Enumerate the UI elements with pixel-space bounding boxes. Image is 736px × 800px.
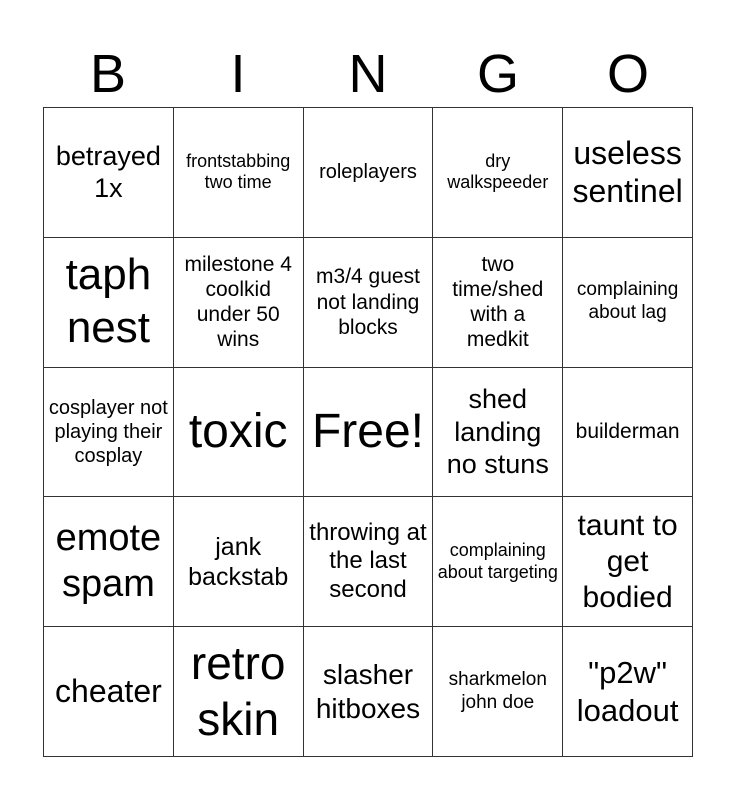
bingo-cell-r1-c5[interactable] <box>563 108 693 238</box>
bingo-cell-r3-c2[interactable] <box>174 368 304 498</box>
cell-label: milestone 4 coolkid under 50 wins <box>184 252 292 352</box>
cell-label: frontstabbing two time <box>186 150 291 193</box>
cell-label: throwing at the last second <box>309 518 427 604</box>
header-letter-i: I <box>230 44 246 104</box>
cell-label: taunt to get bodied <box>577 508 678 614</box>
cell-label: "p2w" loadout <box>576 655 679 728</box>
header-letter-o: O <box>606 44 649 104</box>
bingo-cell-r4-c5[interactable] <box>563 497 693 627</box>
bingo-cell-r2-c4[interactable] <box>433 238 563 368</box>
free-space-label: Free! <box>311 405 424 459</box>
cell-label: complaining about lag <box>576 279 679 324</box>
header-letter-n: N <box>348 44 388 104</box>
cell-label: two time/shed with a medkit <box>452 252 544 352</box>
cell-label: toxic <box>188 405 288 459</box>
bingo-cell-r2-c5[interactable] <box>563 238 693 368</box>
bingo-cell-r4-c4[interactable] <box>433 497 563 627</box>
bingo-header <box>43 40 693 108</box>
cell-label: shed landing no stuns <box>446 384 549 480</box>
bingo-cell-r5-c2[interactable] <box>174 627 304 757</box>
cell-label: m3/4 guest not landing blocks <box>316 265 420 339</box>
cell-label: retro skin <box>190 637 286 745</box>
bingo-cell-r3-c5[interactable] <box>563 368 693 498</box>
bingo-cell-r1-c4[interactable] <box>433 108 563 238</box>
cell-label: jank backstab <box>188 532 289 591</box>
bingo-cell-r1-c2[interactable] <box>174 108 304 238</box>
cell-label: cosplayer not playing their cosplay <box>48 396 168 467</box>
bingo-cell-r1-c3[interactable] <box>304 108 434 238</box>
header-letter-g: G <box>476 44 519 104</box>
bingo-cell-r3-c4[interactable] <box>433 368 563 498</box>
cell-label: taph nest <box>65 250 152 353</box>
bingo-board <box>43 107 693 757</box>
cell-label: emote spam <box>55 517 162 605</box>
cell-label: betrayed 1x <box>55 141 161 204</box>
bingo-cell-r4-c1[interactable] <box>44 497 174 627</box>
cell-label: builderman <box>575 420 680 444</box>
cell-label: sharkmelon john doe <box>448 668 547 713</box>
bingo-cell-r4-c2[interactable] <box>174 497 304 627</box>
bingo-cell-r5-c4[interactable] <box>433 627 563 757</box>
cell-label: useless sentinel <box>572 135 683 210</box>
cell-label: dry walkspeeder <box>447 150 549 193</box>
cell-label: slasher hitboxes <box>315 659 421 724</box>
cell-label: complaining about targeting <box>437 540 558 582</box>
cell-label: roleplayers <box>319 161 417 184</box>
bingo-cell-r5-c1[interactable] <box>44 627 174 757</box>
header-letter-b: B <box>89 44 127 104</box>
bingo-cell-r2-c1[interactable] <box>44 238 174 368</box>
bingo-cell-free[interactable] <box>304 368 434 498</box>
bingo-cell-r5-c3[interactable] <box>304 627 434 757</box>
bingo-cell-r3-c1[interactable] <box>44 368 174 498</box>
cell-label: cheater <box>55 673 162 710</box>
bingo-cell-r2-c3[interactable] <box>304 238 434 368</box>
bingo-cell-r2-c2[interactable] <box>174 238 304 368</box>
bingo-cell-r4-c3[interactable] <box>304 497 434 627</box>
bingo-cell-r5-c5[interactable] <box>563 627 693 757</box>
bingo-cell-r1-c1[interactable] <box>44 108 174 238</box>
